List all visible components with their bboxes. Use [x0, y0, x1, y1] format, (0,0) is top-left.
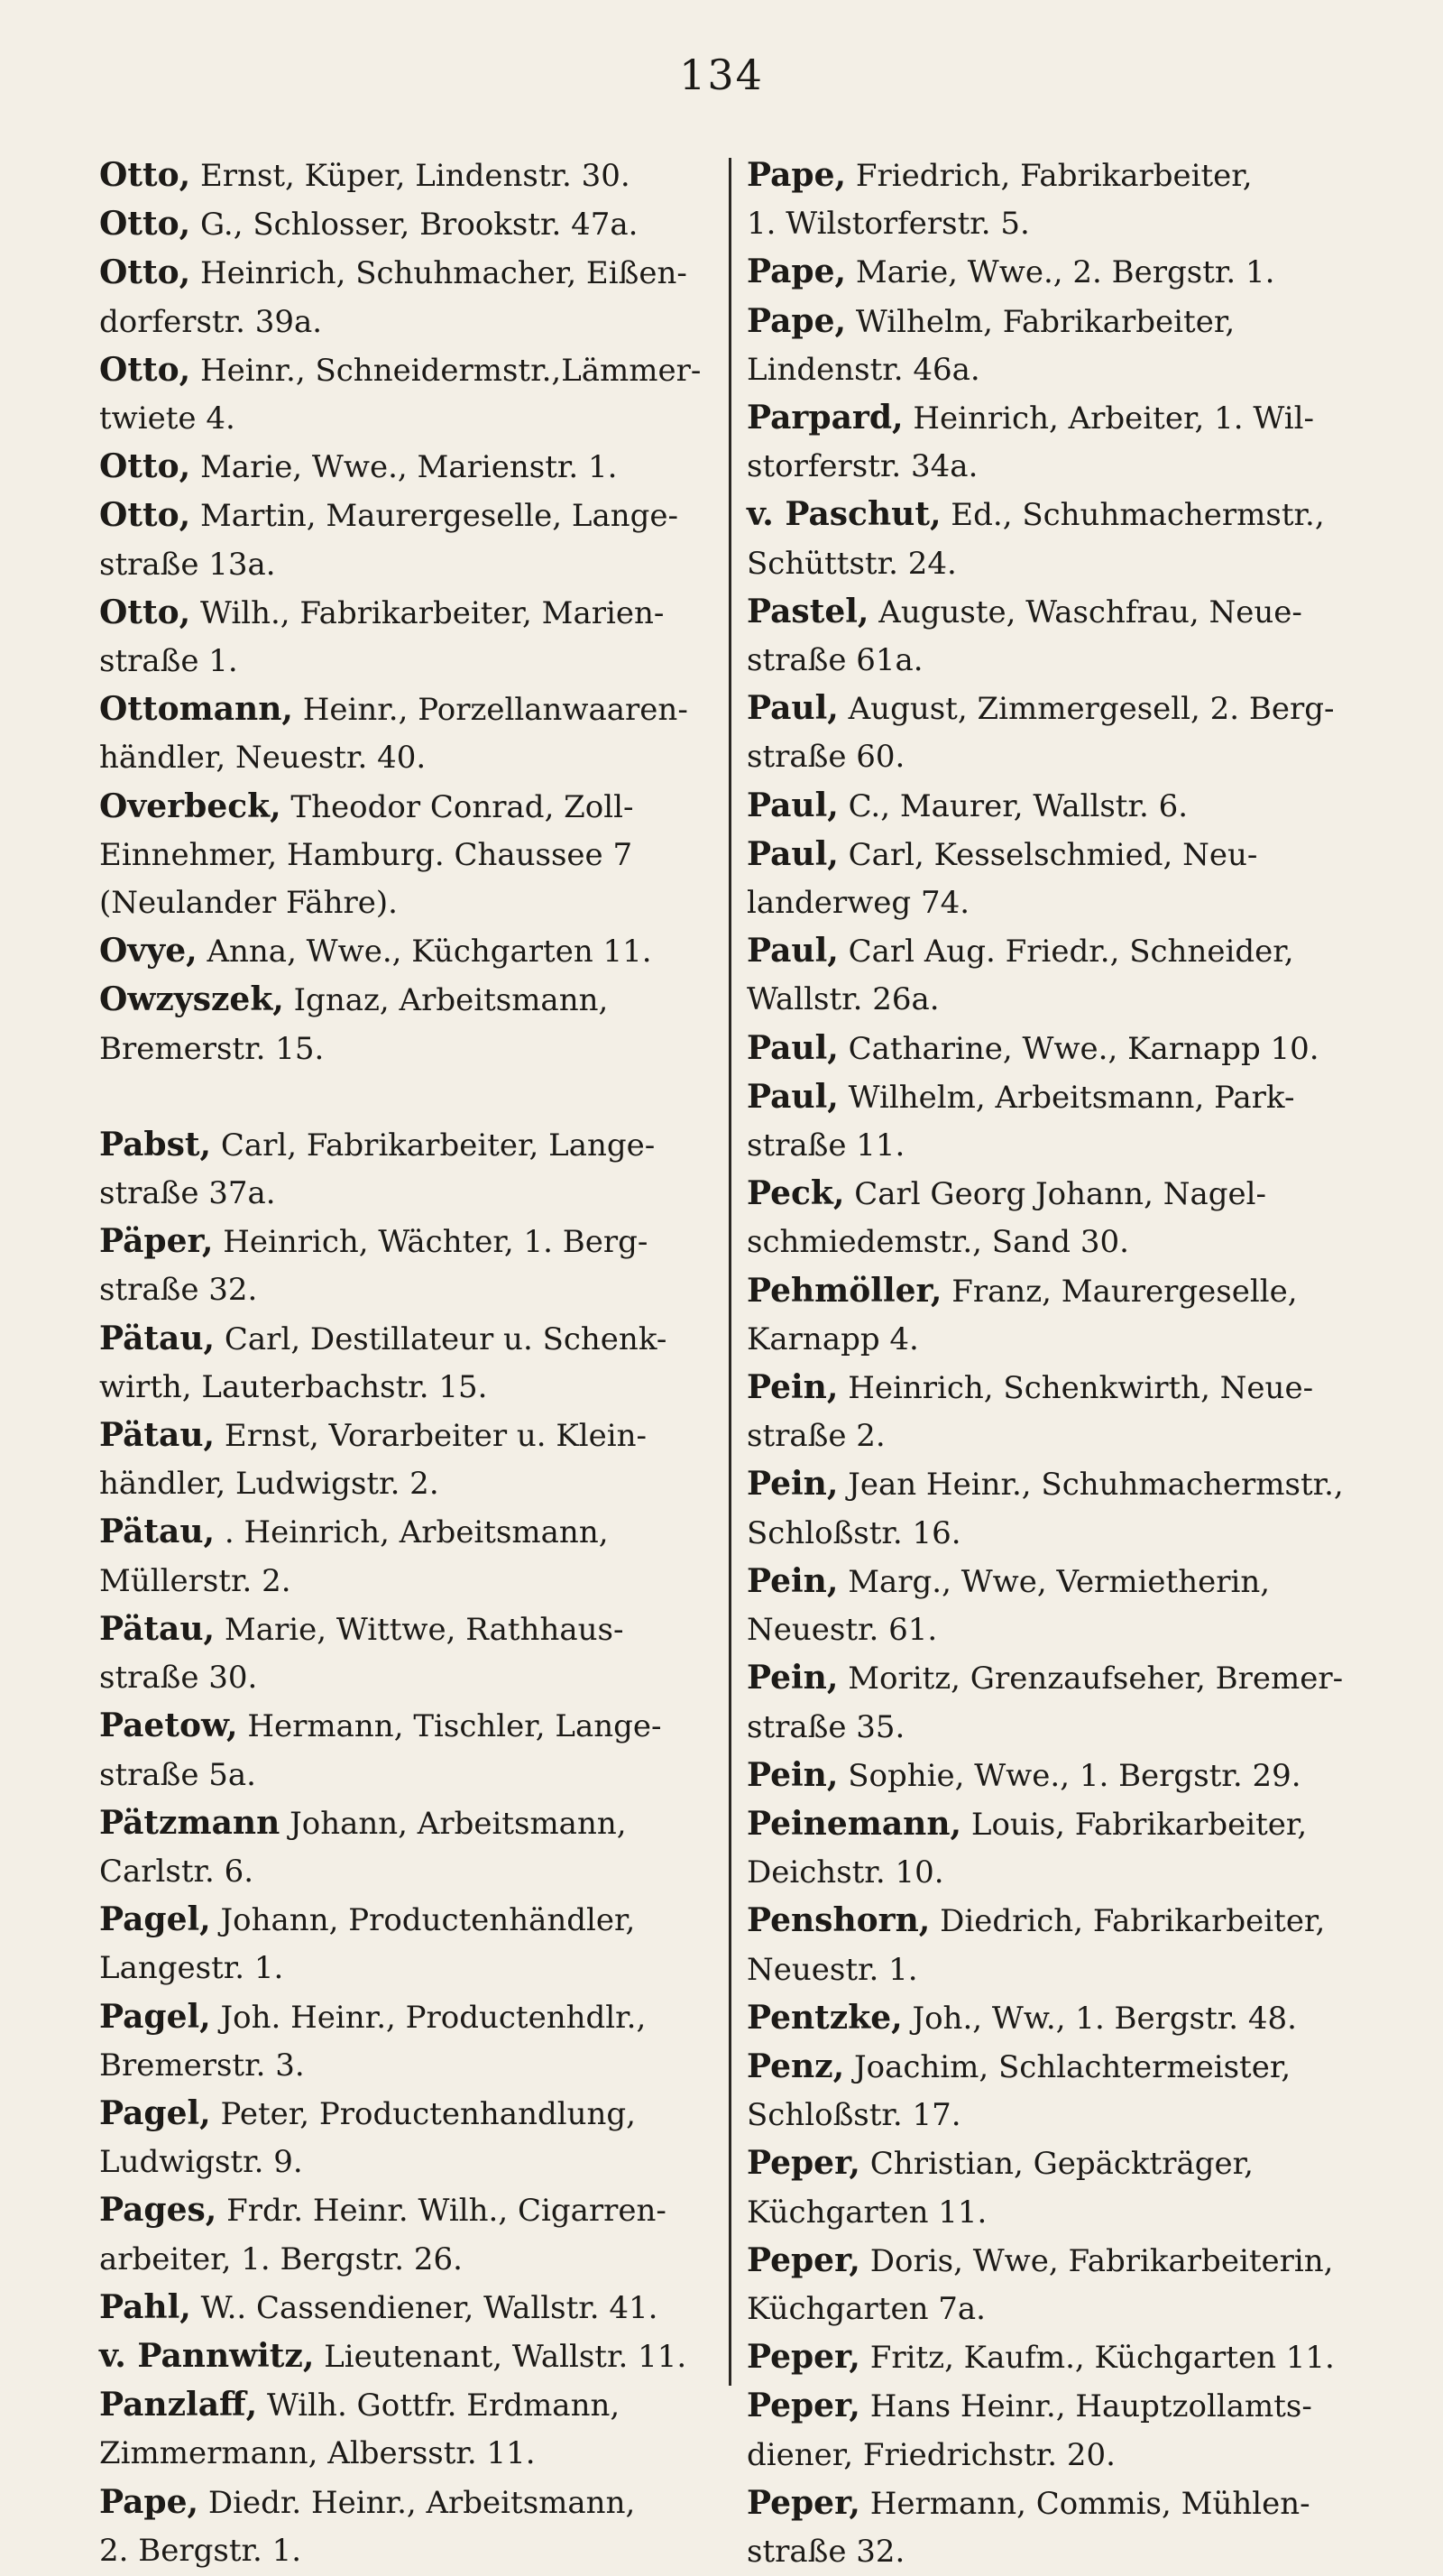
entry-text: diener, Friedrichstr. 20. [747, 2436, 1116, 2473]
entry-text: straße 61a. [747, 642, 924, 679]
entry-text: Hans Heinr., Hauptzollamts- [859, 2388, 1312, 2425]
entry-text: August, Zimmergesell, 2. Berg- [838, 691, 1335, 728]
entry-text: Bremerstr. 3. [99, 2047, 305, 2084]
entry-text: straße 32. [99, 1272, 258, 1309]
directory-entry [747, 1800, 1369, 1897]
entry-text: Moritz, Grenzaufseher, Bremer- [838, 1661, 1344, 1697]
entry-text: Fritz, Kaufm., Küchgarten 11. [859, 2340, 1335, 2377]
directory-entry [99, 783, 722, 928]
entry-name: Peinemann, [747, 1804, 962, 1843]
entry-name: Penshorn, [747, 1901, 931, 1940]
entry-text: Küchgarten 7a. [747, 2290, 986, 2327]
entry-name: Parpard, [747, 399, 904, 437]
entry-text: Schloßstr. 16. [747, 1514, 961, 1551]
entry-name: Ovye, [99, 932, 198, 971]
entry-text: Peter, Productenhandlung, [210, 2095, 636, 2132]
entry-text: straße 1. [99, 643, 238, 680]
directory-entry [99, 685, 722, 782]
directory-entry [747, 588, 1369, 685]
left-column [99, 152, 722, 2575]
directory-entry [99, 152, 722, 200]
entry-name: Ottomann, [99, 690, 293, 729]
entry-name: Pätau, [99, 1416, 216, 1455]
entry-text: Marg., Wwe, Vermietherin, [838, 1563, 1271, 1600]
entry-name: Otto, [99, 253, 191, 292]
entry-name: Paul, [747, 1028, 839, 1067]
entry-name: Penz, [747, 2047, 845, 2085]
entry-text: Martin, Maurergeselle, Lange- [190, 498, 679, 535]
directory-entry [747, 685, 1369, 781]
entry-name: Peper, [747, 2483, 860, 2522]
entry-text: . Heinrich, Arbeitsmann, [215, 1514, 609, 1551]
entry-name: Pentzke, [747, 1998, 903, 2037]
directory-entry [99, 346, 722, 443]
entry-text: straße 11. [747, 1127, 905, 1164]
entry-text: Joh. Heinr., Productenhdlr., [210, 1999, 647, 2036]
directory-entry [747, 1073, 1369, 1170]
entry-text: dorferstr. 39a. [99, 303, 323, 340]
entry-text: Jean Heinr., Schuhmachermstr., [838, 1467, 1344, 1504]
entry-text: Friedrich, Fabrikarbeiter, [846, 158, 1253, 194]
entry-text: Bremerstr. 15. [99, 1030, 325, 1067]
directory-entry [747, 298, 1369, 394]
entry-text: Carl Georg Johann, Nagel- [844, 1176, 1266, 1213]
directory-entry [99, 2332, 722, 2381]
entry-text: landerweg 74. [747, 885, 970, 922]
entry-name: Pape, [747, 253, 847, 291]
entry-text: Diedr. Heinr., Arbeitsmann, [198, 2484, 636, 2521]
entry-text: Theodor Conrad, Zoll- [280, 788, 634, 825]
entry-name: Paul, [747, 1077, 839, 1116]
entry-text: Marie, Wittwe, Rathhaus- [215, 1611, 624, 1648]
entry-name: Panzlaff, [99, 2386, 258, 2424]
directory-entry [747, 1170, 1369, 1266]
entry-name: Otto, [99, 350, 191, 389]
directory-entry [747, 248, 1369, 297]
entry-text: Heinrich, Schuhmacher, Eißen- [190, 255, 687, 292]
entry-name: Pein, [747, 1368, 839, 1407]
entry-text: straße 60. [747, 739, 905, 776]
entry-text: Heinrich, Arbeiter, 1. Wil- [903, 400, 1314, 437]
entry-text: Müllerstr. 2. [99, 1562, 291, 1599]
entry-text: straße 5a. [99, 1756, 256, 1793]
directory-entry [747, 927, 1369, 1024]
directory-entry [99, 2479, 722, 2575]
entry-text: straße 13a. [99, 546, 276, 583]
entry-text: Zimmermann, Albersstr. 11. [99, 2435, 536, 2472]
entry-text: Carl, Destillateur u. Schenk- [215, 1320, 667, 1357]
entry-text: Carlstr. 6. [99, 1853, 254, 1890]
entry-name: Pätzmann [99, 1803, 280, 1842]
entry-text: Louis, Fabrikarbeiter, [961, 1806, 1308, 1843]
entry-text: Lindenstr. 46a. [747, 351, 980, 388]
entry-text: Deichstr. 10. [747, 1854, 944, 1891]
directory-entry [747, 1654, 1369, 1751]
page-number: 134 [679, 51, 764, 99]
entry-name: Pagel, [99, 1900, 211, 1939]
directory-entry [747, 394, 1369, 491]
entry-text: straße 32. [747, 2533, 905, 2570]
entry-text: Ernst, Vorarbeiter u. Klein- [215, 1418, 648, 1455]
entry-text: Carl, Fabrikarbeiter, Lange- [211, 1127, 656, 1164]
entry-text: Einnehmer, Hamburg. Chaussee 7 [99, 836, 633, 873]
entry-text: Franz, Maurergeselle, [942, 1273, 1298, 1310]
entry-name: Owzyszek, [99, 980, 284, 1019]
entry-text: Schloßstr. 17. [747, 2097, 961, 2134]
entry-text: Doris, Wwe, Fabrikarbeiterin, [859, 2242, 1334, 2279]
entry-name: Peper, [747, 2240, 860, 2279]
directory-entry [747, 1897, 1369, 1993]
directory-entry [747, 1558, 1369, 1654]
directory-entry [99, 1121, 722, 1218]
right-column [747, 152, 1369, 2576]
entry-name: Paul, [747, 834, 839, 873]
entry-name: Peper, [747, 2144, 860, 2183]
directory-entry [747, 2139, 1369, 2236]
directory-entry [99, 976, 722, 1072]
entry-text: Wilh., Fabrikarbeiter, Marien- [190, 594, 665, 631]
entry-text: Heinrich, Wächter, 1. Berg- [213, 1224, 648, 1261]
entry-text: Wilhelm, Fabrikarbeiter, [846, 303, 1236, 340]
entry-name: Paul, [747, 786, 839, 824]
entry-text: twiete 4. [99, 400, 235, 437]
entry-text: Ed., Schuhmachermstr., [941, 497, 1325, 534]
directory-entry [99, 2186, 722, 2283]
entry-name: Pätau, [99, 1609, 216, 1648]
directory-entry [99, 2284, 722, 2332]
directory-entry [99, 589, 722, 685]
directory-entry [747, 1025, 1369, 1073]
entry-text: Joh., Ww., 1. Bergstr. 48. [902, 2000, 1297, 2037]
entry-name: Otto, [99, 205, 191, 244]
entry-text: W.. Cassendiener, Wallstr. 41. [190, 2289, 658, 2326]
entry-name: Pastel, [747, 592, 869, 630]
entry-name: Paul, [747, 932, 839, 971]
entry-text: Karnapp 4. [747, 1320, 919, 1357]
entry-text: Wilhelm, Arbeitsmann, Park- [838, 1079, 1295, 1116]
entry-text: Küchgarten 11. [747, 2194, 988, 2231]
directory-entry [747, 2382, 1369, 2479]
entry-text: Ignaz, Arbeitsmann, [283, 982, 609, 1019]
entry-name: Pabst, [99, 1125, 212, 1164]
entry-text: Johann, Arbeitsmann, [280, 1805, 627, 1842]
entry-text: Heinrich, Schenkwirth, Neue- [838, 1370, 1314, 1407]
directory-entry [99, 927, 722, 976]
entry-text: Anna, Wwe., Küchgarten 11. [197, 934, 652, 971]
entry-name: Päper, [99, 1222, 214, 1261]
entry-text: arbeiter, 1. Bergstr. 26. [99, 2240, 463, 2277]
directory-entry [747, 491, 1369, 587]
column-divider [729, 158, 731, 2386]
entry-name: Pätau, [99, 1319, 216, 1357]
entry-name: Pein, [747, 1561, 839, 1600]
entry-name: v. Pannwitz, [99, 2336, 315, 2375]
entry-name: Otto, [99, 156, 191, 194]
directory-entry [747, 152, 1369, 248]
directory-entry [99, 492, 722, 588]
entry-text: Joachim, Schlachtermeister, [844, 2048, 1291, 2085]
entry-name: Pape, [747, 156, 847, 194]
entry-text: straße 2. [747, 1418, 886, 1455]
entry-text: straße 37a. [99, 1175, 276, 1212]
directory-entry [99, 443, 722, 492]
entry-name: Pehmöller, [747, 1271, 942, 1310]
directory-entry [747, 2043, 1369, 2139]
entry-text: Heinr., Porzellanwaaren- [292, 692, 688, 729]
entry-text: Schüttstr. 24. [747, 545, 957, 582]
entry-name: Peck, [747, 1174, 845, 1213]
directory-entry [99, 1896, 722, 1992]
entry-text: Christian, Gepäckträger, [859, 2146, 1254, 2183]
entry-text: Johann, Productenhändler, [210, 1902, 636, 1939]
entry-name: Paul, [747, 689, 839, 728]
entry-name: Pätau, [99, 1513, 216, 1551]
directory-entry [747, 1752, 1369, 1800]
entry-text: händler, Ludwigstr. 2. [99, 1466, 439, 1503]
entry-text: Sophie, Wwe., 1. Bergstr. 29. [838, 1757, 1301, 1794]
directory-entry [99, 200, 722, 249]
entry-text: Marie, Wwe., 2. Bergstr. 1. [846, 254, 1275, 291]
directory-entry [99, 1993, 722, 2090]
section-gap [99, 1073, 722, 1121]
entry-text: (Neulander Fähre). [99, 885, 398, 922]
entry-name: Pein, [747, 1465, 839, 1504]
entry-text: Neuestr. 61. [747, 1612, 938, 1649]
entry-name: Otto, [99, 447, 191, 486]
entry-text: händler, Neuestr. 40. [99, 740, 427, 777]
directory-entry [99, 1315, 722, 1412]
entry-name: Peper, [747, 2338, 860, 2377]
entry-name: Pagel, [99, 1997, 211, 2036]
entry-name: Peper, [747, 2387, 860, 2425]
directory-entry [747, 1994, 1369, 2043]
entry-text: straße 30. [99, 1660, 258, 1697]
entry-text: Heinr., Schneidermstr.,Lämmer- [190, 352, 702, 389]
entry-text: Hermann, Tischler, Lange- [237, 1708, 662, 1745]
entry-text: Diedrich, Fabrikarbeiter, [930, 1903, 1326, 1940]
entry-name: Otto, [99, 593, 191, 631]
directory-entry [99, 2381, 722, 2478]
entry-name: Otto, [99, 496, 191, 535]
directory-entry [99, 249, 722, 345]
directory-entry [99, 2090, 722, 2186]
entry-name: Paetow, [99, 1707, 238, 1745]
entry-name: Pagel, [99, 2093, 211, 2132]
directory-entry [747, 2333, 1369, 2382]
entry-name: v. Paschut, [747, 495, 942, 534]
entry-text: C., Maurer, Wallstr. 6. [838, 787, 1189, 824]
directory-entry [747, 1460, 1369, 1557]
entry-name: Pape, [747, 301, 847, 340]
entry-text: schmiedemstr., Sand 30. [747, 1224, 1129, 1261]
entry-text: Auguste, Waschfrau, Neue- [869, 593, 1302, 630]
entry-text: wirth, Lauterbachstr. 15. [99, 1368, 488, 1405]
entry-text: straße 35. [747, 1708, 905, 1745]
entry-name: Pages, [99, 2191, 217, 2230]
directory-entry [99, 1605, 722, 1702]
directory-entry [99, 1508, 722, 1605]
directory-entry [747, 831, 1369, 927]
entry-text: Wallstr. 26a. [747, 981, 940, 1018]
directory-entry [747, 1364, 1369, 1460]
entry-text: Lieutenant, Wallstr. 11. [314, 2338, 687, 2375]
entry-text: Carl, Kesselschmied, Neu- [838, 836, 1258, 873]
entry-name: Pein, [747, 1755, 839, 1794]
directory-entry [99, 1799, 722, 1896]
entry-name: Pape, [99, 2482, 199, 2521]
entry-text: Ernst, Küper, Lindenstr. 30. [190, 158, 630, 194]
entry-name: Overbeck, [99, 787, 281, 825]
directory-entry [747, 1267, 1369, 1364]
directory-entry [747, 2479, 1369, 2576]
directory-entry [747, 2237, 1369, 2333]
entry-text: Carl Aug. Friedr., Schneider, [838, 934, 1294, 971]
entry-text: Langestr. 1. [99, 1950, 284, 1987]
directory-entry [99, 1412, 722, 1508]
entry-text: G., Schlosser, Brookstr. 47a. [190, 207, 639, 244]
entry-text: Wilh. Gottfr. Erdmann, [257, 2387, 620, 2424]
entry-text: storferstr. 34a. [747, 448, 979, 485]
entry-name: Pein, [747, 1659, 839, 1697]
entry-text: Marie, Wwe., Marienstr. 1. [190, 449, 618, 486]
entry-text: Frdr. Heinr. Wilh., Cigarren- [216, 2193, 666, 2230]
entry-text: Ludwigstr. 9. [99, 2144, 303, 2181]
entry-text: Hermann, Commis, Mühlen- [859, 2485, 1310, 2522]
entry-text: Neuestr. 1. [747, 1951, 918, 1988]
entry-text: Catharine, Wwe., Karnapp 10. [838, 1030, 1319, 1067]
directory-entry [747, 782, 1369, 831]
directory-entry [99, 1702, 722, 1799]
entry-text: 2. Bergstr. 1. [99, 2532, 302, 2569]
directory-entry [99, 1218, 722, 1314]
entry-text: 1. Wilstorferstr. 5. [747, 206, 1030, 243]
entry-name: Pahl, [99, 2287, 191, 2326]
